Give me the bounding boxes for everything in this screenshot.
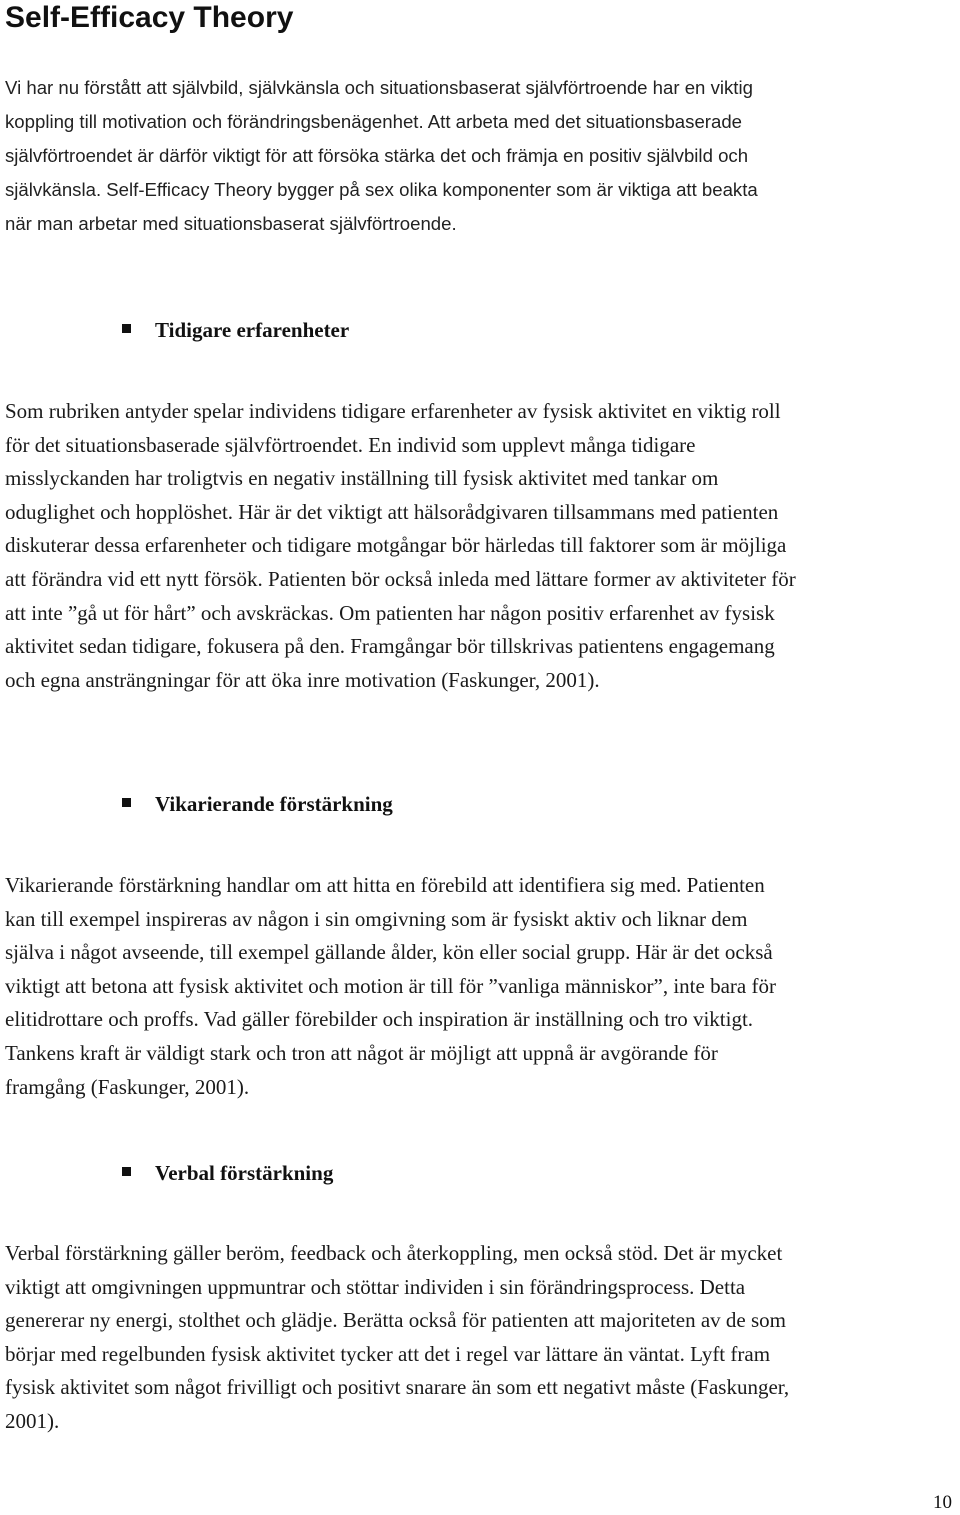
- paragraph-line: och egna ansträngningar för att öka inre motivation (Faskunger, 2001).: [5, 667, 600, 692]
- section-heading-text: Vikarierande förstärkning: [155, 792, 393, 817]
- square-bullet-icon: [122, 798, 131, 807]
- paragraph-line: kan till exempel inspireras av någon i sin omgivning som är fysiskt aktiv och liknar dem: [5, 906, 748, 931]
- section-heading-verbal-forstarkning: [122, 1157, 333, 1187]
- page-number: 10: [933, 1492, 952, 1513]
- paragraph-line: viktigt att betona att fysisk aktivitet och motion är till för ”vanliga människor”, inte bara för: [5, 973, 776, 998]
- paragraph-line: att inte ”gå ut för hårt” och avskräckas. Om patienten har någon positiv erfarenhet av fysisk: [5, 600, 775, 625]
- intro-paragraph: [5, 71, 955, 241]
- paragraph-line: fysisk aktivitet som något frivilligt och positivt snarare än som ett negativt måste (Faskunger,: [5, 1375, 790, 1400]
- intro-line: självförtroendet är därför viktigt för att försöka stärka det och främja en positiv självbild och: [5, 145, 749, 166]
- square-bullet-icon: [122, 324, 131, 333]
- square-bullet-icon: [122, 1167, 131, 1176]
- intro-line: koppling till motivation och förändringsbenägenhet. Att arbeta med det situationsbaserade: [5, 111, 742, 132]
- page-title: Self-Efficacy Theory: [5, 1, 294, 34]
- paragraph-line: Som rubriken antyder spelar individens tidigare erfarenheter av fysisk aktivitet en viktig roll: [5, 399, 781, 423]
- section-paragraph-tidigare-erfarenheter: [5, 395, 957, 697]
- paragraph-line: att förändra vid ett nytt försök. Patienten bör också inleda med lättare former av aktiviteter för: [5, 566, 796, 591]
- section-heading-text: Tidigare erfarenheter: [155, 318, 350, 343]
- paragraph-line: misslyckanden har troligtvis en negativ inställning till fysisk aktivitet med tankar om: [5, 466, 719, 491]
- paragraph-line: Verbal förstärkning gäller beröm, feedback och återkoppling, men också stöd. Det är mycket: [5, 1241, 783, 1265]
- paragraph-line: Tankens kraft är väldigt stark och tron att något är möjligt att uppnå är avgörande för: [5, 1040, 718, 1065]
- paragraph-line: genererar ny energi, stolthet och glädje. Berätta också för patienten att majoriteten av de som: [5, 1308, 786, 1333]
- paragraph-line: Vikarierande förstärkning handlar om att hitta en förebild att identifiera sig med. Patienten: [5, 873, 765, 897]
- section-heading-vikarierande-forstarkning: [122, 788, 393, 818]
- paragraph-line: för det situationsbaserade självförtroendet. En individ som upplevt många tidigare: [5, 432, 696, 457]
- section-heading-text: Verbal förstärkning: [155, 1161, 334, 1186]
- paragraph-line: börjar med regelbunden fysisk aktivitet tycker att det i regel var lättare än väntat. Lyft fram: [5, 1341, 771, 1366]
- paragraph-line: viktigt att omgivningen uppmuntrar och stöttar individen i sin förändringsprocess. Detta: [5, 1274, 746, 1299]
- intro-line: Vi har nu förstått att självbild, självkänsla och situationsbaserat självförtroende har en viktig: [5, 77, 753, 98]
- intro-line: självkänsla. Self-Efficacy Theory bygger på sex olika komponenter som är viktiga att beakta: [5, 179, 758, 200]
- paragraph-line: framgång (Faskunger, 2001).: [5, 1074, 250, 1099]
- section-heading-tidigare-erfarenheter: [122, 314, 349, 344]
- section-paragraph-vikarierande-forstarkning: [5, 869, 957, 1104]
- paragraph-line: 2001).: [5, 1408, 60, 1433]
- section-paragraph-verbal-forstarkning: [5, 1237, 957, 1439]
- paragraph-line: oduglighet och hopplöshet. Här är det viktigt att hälsorådgivaren tillsammans med patienten: [5, 499, 779, 524]
- intro-line: när man arbetar med situationsbaserat självförtroende.: [5, 213, 457, 234]
- paragraph-line: diskuterar dessa erfarenheter och tidigare motgångar bör härledas till faktorer som är möjliga: [5, 533, 787, 558]
- paragraph-line: själva i något avseende, till exempel gällande ålder, kön eller social grupp. Här är det också: [5, 940, 773, 965]
- paragraph-line: elitidrottare och proffs. Vad gäller förebilder och inspiration är inställning och tro viktigt.: [5, 1007, 754, 1032]
- paragraph-line: aktivitet sedan tidigare, fokusera på den. Framgångar bör tillskrivas patientens engagemang: [5, 634, 775, 659]
